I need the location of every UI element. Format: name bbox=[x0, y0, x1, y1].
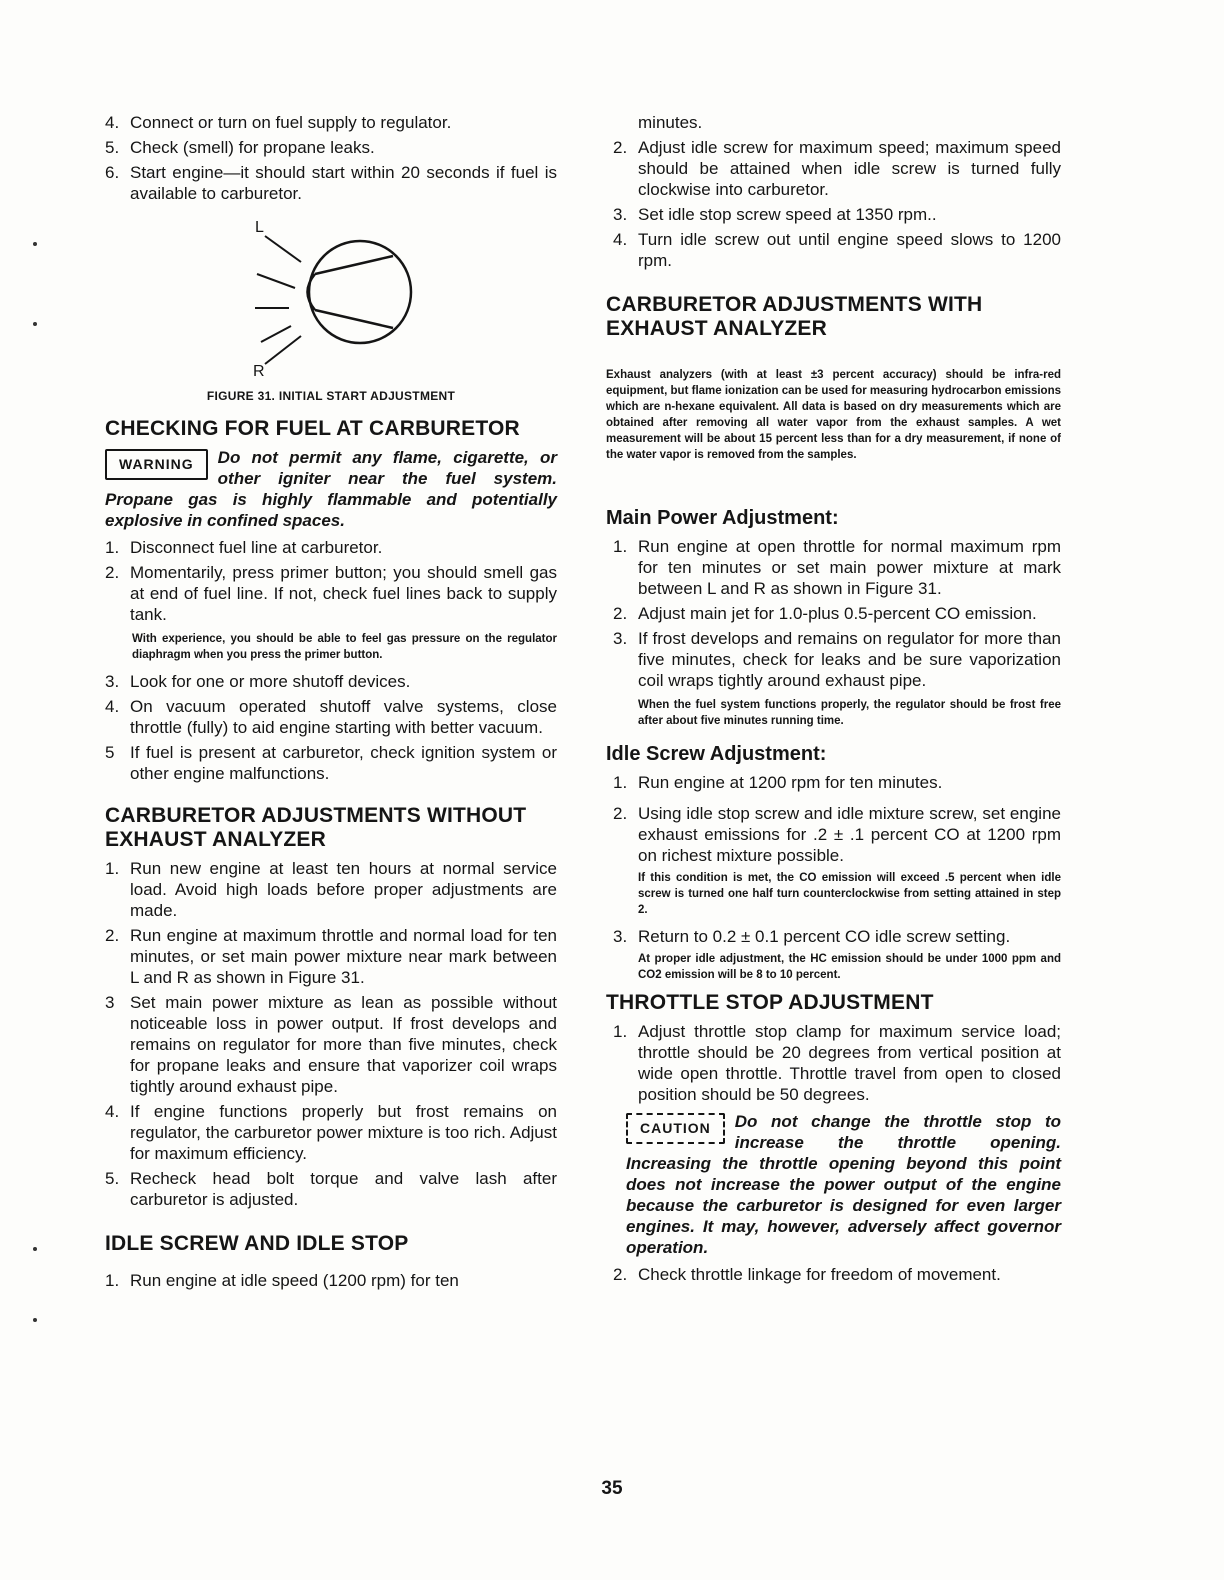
list-item: 1. Adjust throttle stop clamp for maximum service load; throttle should be 20 degrees from vertical position at wide open throttle. Throttle travel from open to closed position should be 50 degrees. bbox=[613, 1022, 1061, 1104]
list-item: 5. Recheck head bolt torque and valve lash after carburetor is adjusted. bbox=[105, 1169, 557, 1209]
figure-label-l: L bbox=[255, 219, 264, 236]
heading-idle-screw-adjustment: Idle Screw Adjustment: bbox=[606, 743, 827, 765]
heading-with-analyzer: CARBURETOR ADJUSTMENTS WITH EXHAUST ANALYZER bbox=[606, 293, 983, 340]
page-number: 35 bbox=[601, 1478, 623, 1499]
list-item: 1. Run engine at 1200 rpm for ten minutes. bbox=[613, 773, 943, 792]
list-item: 1. Run engine at open throttle for normal maximum rpm for ten minutes or set main power mixture at mark between L and R as shown in Figure 31. bbox=[613, 537, 1061, 598]
throttle-steps-continued bbox=[613, 1264, 1061, 1285]
without-analyzer-steps bbox=[105, 858, 557, 1210]
list-item: 4. Turn idle screw out until engine speed slows to 1200 rpm. bbox=[613, 230, 1061, 270]
margin-speck bbox=[33, 322, 37, 326]
caution-badge: CAUTION bbox=[626, 1113, 725, 1144]
list-item: 2. Check throttle linkage for freedom of movement. bbox=[613, 1265, 1001, 1284]
margin-speck bbox=[33, 1318, 37, 1322]
warning-block bbox=[105, 447, 557, 531]
list-item: 2. Run engine at maximum throttle and normal load for ten minutes, or set main power mixture near mark between L and R as shown in Figure 31. bbox=[105, 926, 557, 987]
heading-idle-screw-stop: IDLE SCREW AND IDLE STOP bbox=[105, 1232, 409, 1255]
co-emission-note: If this condition is met, the CO emission will exceed .5 percent when idle screw is turned one half turn counterclockwise from setting attained in step 2. bbox=[638, 872, 1061, 916]
dial-circle bbox=[309, 241, 411, 343]
fuel-check-steps bbox=[105, 537, 557, 625]
idle-steps-continued bbox=[613, 137, 1061, 271]
dial-pointer bbox=[308, 256, 394, 328]
throttle-steps bbox=[613, 1021, 1061, 1105]
list-item: 4. If engine functions properly but frost remains on regulator, the carburetor power mixture is too rich. Adjust for maximum efficiency. bbox=[105, 1102, 557, 1163]
warning-badge: WARNING bbox=[105, 449, 208, 480]
list-item: 4. On vacuum operated shutoff valve systems, close throttle (fully) to aid engine starting with better vacuum. bbox=[105, 697, 557, 737]
list-item: 4. Connect or turn on fuel supply to regulator. bbox=[105, 113, 452, 132]
list-item: 2. Momentarily, press primer button; you should smell gas at end of fuel line. If not, check fuel lines back to supply tank. bbox=[105, 563, 557, 624]
tick-mark bbox=[261, 326, 291, 342]
list-item: 6. Start engine—it should start within 20 seconds if fuel is available to carburetor. bbox=[105, 163, 557, 203]
fuel-check-steps-continued bbox=[105, 671, 557, 784]
list-item: 1. Disconnect fuel line at carburetor. bbox=[105, 538, 383, 557]
primer-note: With experience, you should be able to feel gas pressure on the regulator diaphragm when you press the primer button. bbox=[132, 633, 557, 661]
idle-steps bbox=[105, 1270, 557, 1291]
continuation-text: minutes. bbox=[638, 113, 703, 132]
tick-mark bbox=[265, 336, 301, 364]
left-column bbox=[105, 112, 557, 1295]
tick-mark bbox=[257, 274, 295, 288]
list-item: 3. Look for one or more shutoff devices. bbox=[105, 672, 411, 691]
start-steps-list bbox=[105, 112, 557, 204]
figure-31 bbox=[105, 214, 557, 379]
adjustment-dial-illustration bbox=[105, 214, 557, 379]
main-power-steps bbox=[613, 536, 1061, 691]
list-item: 1. Run new engine at least ten hours at normal service load. Avoid high loads before proper adjustments are made. bbox=[105, 859, 557, 920]
warning-text: Do not permit any flame, cigarette, or other igniter near the fuel system. Propane gas is highly flammable and potentially explosive in confined spaces. bbox=[105, 448, 557, 530]
heading-without-analyzer: CARBURETOR ADJUSTMENTS WITHOUT EXHAUST ANALYZER bbox=[105, 804, 527, 851]
frost-note: When the fuel system functions properly, the regulator should be frost free after about five minutes running time. bbox=[638, 699, 1061, 727]
list-item: 2. Adjust main jet for 1.0-plus 0.5-percent CO emission. bbox=[613, 604, 1037, 623]
list-item: 5 If fuel is present at carburetor, check ignition system or other engine malfunctions. bbox=[105, 743, 557, 783]
margin-speck bbox=[33, 242, 37, 246]
list-item: 3. If frost develops and remains on regulator for more than five minutes, check for leaks and be sure vaporization coil wraps tightly around exhaust pipe. bbox=[613, 629, 1061, 690]
right-column bbox=[606, 112, 1061, 1289]
heading-checking-fuel: CHECKING FOR FUEL AT CARBURETOR bbox=[105, 417, 520, 440]
idle-screw-steps bbox=[613, 772, 1061, 866]
list-item: 3 Set main power mixture as lean as possible without noticeable loss in power output. If frost develops and remains on regulator for more than five minutes, check for propane leaks and ensure that vaporizer coil wraps tightly around exhaust pipe. bbox=[105, 993, 557, 1096]
heading-main-power: Main Power Adjustment: bbox=[606, 507, 839, 529]
margin-speck bbox=[33, 1247, 37, 1251]
figure-caption: FIGURE 31. INITIAL START ADJUSTMENT bbox=[206, 389, 456, 403]
analyzer-note: Exhaust analyzers (with at least ±3 percent accuracy) should be infra-red equipment, but flame ionization can be used for measuring hydrocarbon emissions which are n-hexane equivalent. All data is based on dry measurements which are obtained after removing all water vapor from the exhaust samples. A wet measurement will be about 15 percent less than for a dry measurement, if none of the water vapor is removed from the samples. bbox=[606, 369, 1061, 461]
idle-screw-steps-continued bbox=[613, 926, 1061, 947]
caution-text: Do not change the throttle stop to increase the throttle opening. Increasing the throttle opening beyond this point does not increase the power output of the engine because the carburetor is designed for even larger engines. It may, however, adversely affect governor operation. bbox=[626, 1112, 1061, 1257]
list-item: 2. Using idle stop screw and idle mixture screw, set engine exhaust emissions for .2 ± .1 percent CO at 1200 rpm on richest mixture possible. bbox=[613, 804, 1061, 865]
list-item: 1. Run engine at idle speed (1200 rpm) for ten bbox=[105, 1271, 459, 1290]
figure-label-r: R bbox=[253, 363, 265, 379]
heading-throttle-stop: THROTTLE STOP ADJUSTMENT bbox=[606, 991, 934, 1014]
list-item: 5. Check (smell) for propane leaks. bbox=[105, 138, 375, 157]
list-item: 3. Set idle stop screw speed at 1350 rpm.. bbox=[613, 205, 937, 224]
list-item: 2. Adjust idle screw for maximum speed; maximum speed should be attained when idle screw is turned fully clockwise into carburetor. bbox=[613, 138, 1061, 199]
tick-mark bbox=[265, 236, 301, 262]
hc-emission-note: At proper idle adjustment, the HC emission should be under 1000 ppm and CO2 emission will be 8 to 10 percent. bbox=[638, 953, 1061, 981]
list-item: 3. Return to 0.2 ± 0.1 percent CO idle screw setting. bbox=[613, 927, 1011, 946]
caution-block bbox=[626, 1111, 1061, 1258]
